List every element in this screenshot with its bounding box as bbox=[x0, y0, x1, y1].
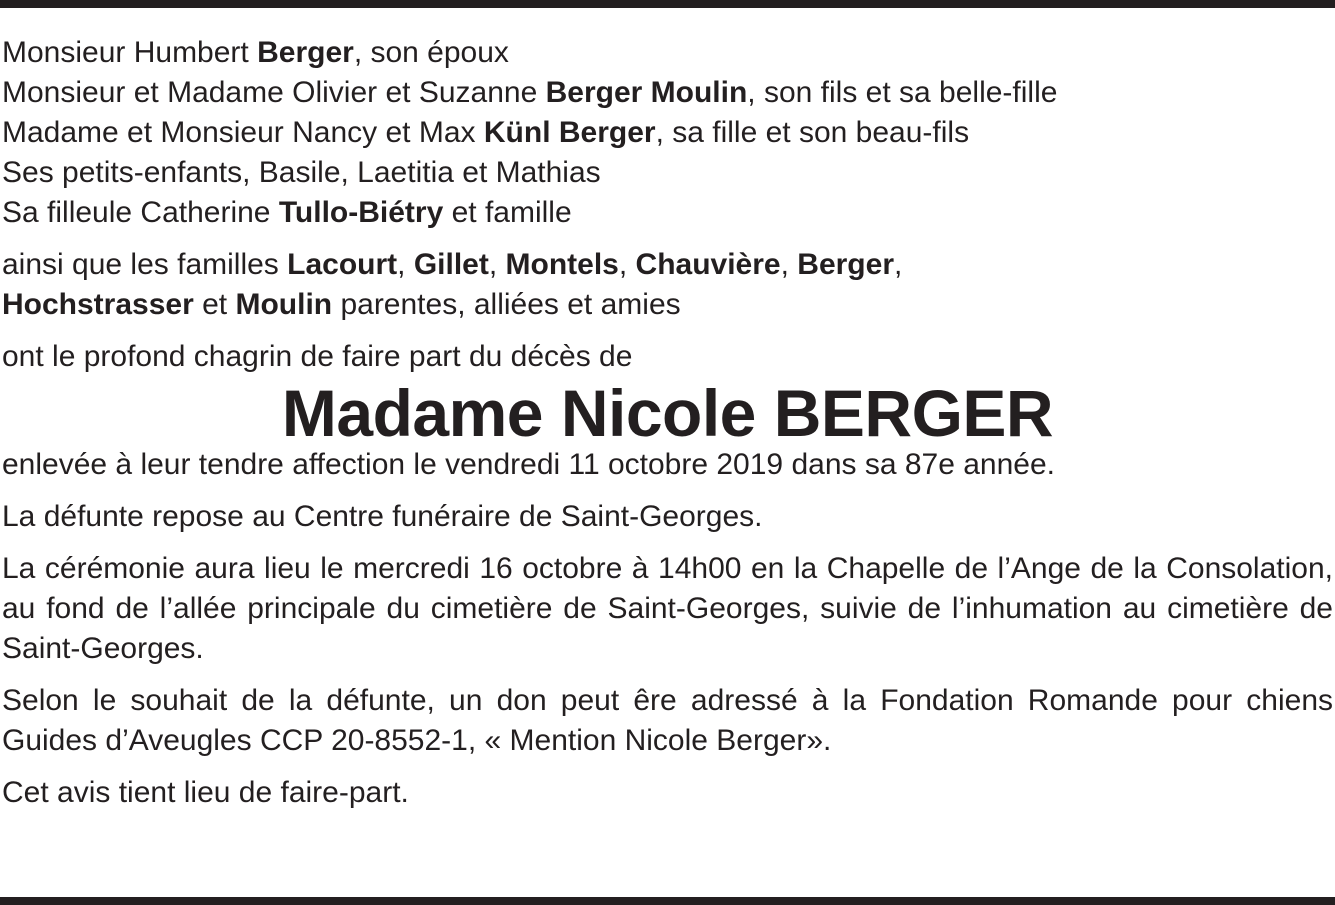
bottom-rule bbox=[0, 897, 1335, 905]
extended-families bbox=[2, 245, 1333, 325]
families-line-2: Hochstrasser et Moulin parentes, alliées et amies bbox=[2, 288, 681, 321]
ceremony-paragraph: La cérémonie aura lieu le mercredi 16 octobre à 14h00 en la Chapelle de l’Ange de la Consolation, au fond de l’allée principale du cimetière de Saint-Georges, suivie de l’inhumation au cimetière de Saint-Georges. bbox=[2, 552, 1333, 665]
family-line-goddaughter: Sa filleule Catherine Tullo-Biétry et famille bbox=[2, 196, 572, 229]
deceased-name: Madame Nicole BERGER bbox=[281, 376, 1054, 450]
family-line-husband: Monsieur Humbert Berger, son époux bbox=[2, 36, 509, 69]
family-list bbox=[2, 33, 1333, 233]
donation-paragraph: Selon le souhait de la défunte, un don peut êre adressé à la Fondation Romande pour chiens Guides d’Aveugles CCP 20-8552-1, « Mention Nicole Berger». bbox=[2, 684, 1333, 757]
family-line-daughter: Madame et Monsieur Nancy et Max Künl Berger, sa fille et son beau-fils bbox=[2, 116, 970, 149]
family-line-grandchildren: Ses petits-enfants, Basile, Laetitia et Mathias bbox=[2, 156, 601, 189]
top-rule bbox=[0, 0, 1335, 8]
obituary-notice bbox=[2, 33, 1333, 813]
families-line-1: ainsi que les familles Lacourt, Gillet, Montels, Chauvière, Berger, bbox=[2, 248, 903, 281]
closing-line: Cet avis tient lieu de faire-part. bbox=[2, 776, 409, 809]
death-notice: enlevée à leur tendre affection le vendredi 11 octobre 2019 dans sa 87e année. bbox=[2, 448, 1056, 481]
announcement-line: ont le profond chagrin de faire part du décès de bbox=[2, 340, 633, 373]
family-line-son: Monsieur et Madame Olivier et Suzanne Berger Moulin, son fils et sa belle-fille bbox=[2, 76, 1058, 109]
rest-place: La défunte repose au Centre funéraire de Saint-Georges. bbox=[2, 500, 763, 533]
